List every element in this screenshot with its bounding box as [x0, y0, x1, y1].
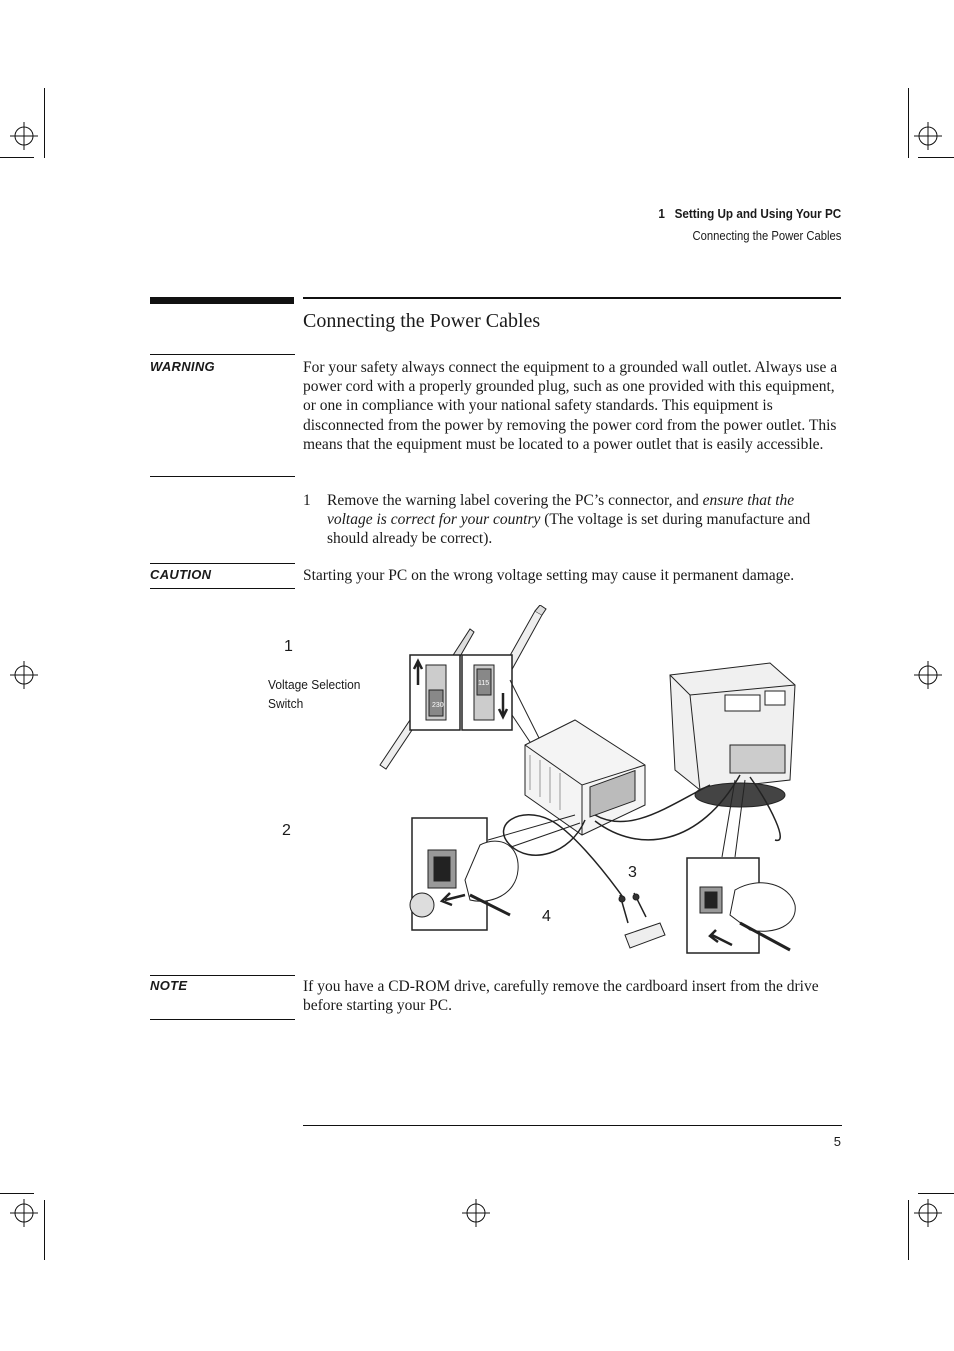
warning-text: For your safety always connect the equipment to a grounded wall outlet. Always use a power cord with a properly grounded plug, such as one provided with this equipment, or one in compliance with your national safety standards. This equipment is disconnected from the power by removing the power cord from the power outlet. This means that the equipment must be located to a power outlet that is easily accessible.: [303, 359, 838, 453]
callout-3: 3: [628, 864, 637, 881]
power-strip-icon: [619, 893, 665, 948]
crop-mark: [0, 157, 34, 158]
warning-label: WARNING: [150, 359, 215, 374]
caution-text: Starting your PC on the wrong voltage setting may cause it permanent damage.: [303, 567, 795, 584]
note-bottom-rule: [150, 1019, 295, 1020]
crop-mark: [44, 88, 45, 158]
step-text-part: Remove the warning label covering the PC’s connector, and: [327, 492, 703, 509]
running-header-section: Connecting the Power Cables: [692, 229, 841, 243]
callout-4: 4: [542, 908, 551, 925]
registration-mark-icon: [10, 122, 38, 150]
switch-label-115: 115: [478, 680, 490, 687]
page-number: 5: [833, 1134, 841, 1149]
registration-mark-icon: [462, 1199, 490, 1227]
step-number: 1: [303, 492, 311, 509]
note-text: If you have a CD-ROM drive, carefully remove the cardboard insert from the drive before starting your PC.: [303, 978, 819, 1015]
step-text-emphasis: ensure that the voltage is correct for your country: [327, 492, 795, 529]
switch-label-230: 230: [432, 702, 444, 709]
crop-mark: [908, 88, 909, 158]
section-title: Connecting the Power Cables: [303, 310, 541, 332]
registration-mark-icon: [10, 661, 38, 689]
crop-mark: [918, 1193, 954, 1194]
crop-mark: [0, 1193, 34, 1194]
running-header-chapter: 1 Setting Up and Using Your PC: [658, 206, 841, 221]
caution-top-rule: [150, 563, 295, 564]
caution-label: CAUTION: [150, 567, 212, 582]
power-cable-illustration: [370, 605, 810, 957]
step-text: [327, 491, 843, 549]
warning-bottom-rule: [150, 476, 295, 477]
voltage-switch-label: [268, 675, 360, 713]
registration-mark-icon: [914, 661, 942, 689]
step-text-part: (The voltage is set during manufacture and should already be correct).: [327, 511, 811, 548]
footer-rule: [303, 1125, 842, 1126]
section-bar: [150, 297, 294, 304]
registration-mark-icon: [914, 122, 942, 150]
voltage-switch-label-line: Switch: [268, 696, 304, 711]
caution-bottom-rule: [150, 588, 295, 589]
registration-mark-icon: [914, 1199, 942, 1227]
callout-2: 2: [282, 822, 291, 839]
note-label: NOTE: [150, 978, 188, 993]
callout-1: 1: [284, 638, 293, 655]
monitor-icon: [670, 663, 795, 807]
crop-mark: [918, 157, 954, 158]
warning-top-rule: [150, 354, 295, 355]
registration-mark-icon: [10, 1199, 38, 1227]
section-rule: [303, 297, 841, 299]
crop-mark: [908, 1200, 909, 1260]
voltage-switch-label-line: Voltage Selection: [268, 677, 361, 692]
note-top-rule: [150, 975, 295, 976]
crop-mark: [44, 1200, 45, 1260]
